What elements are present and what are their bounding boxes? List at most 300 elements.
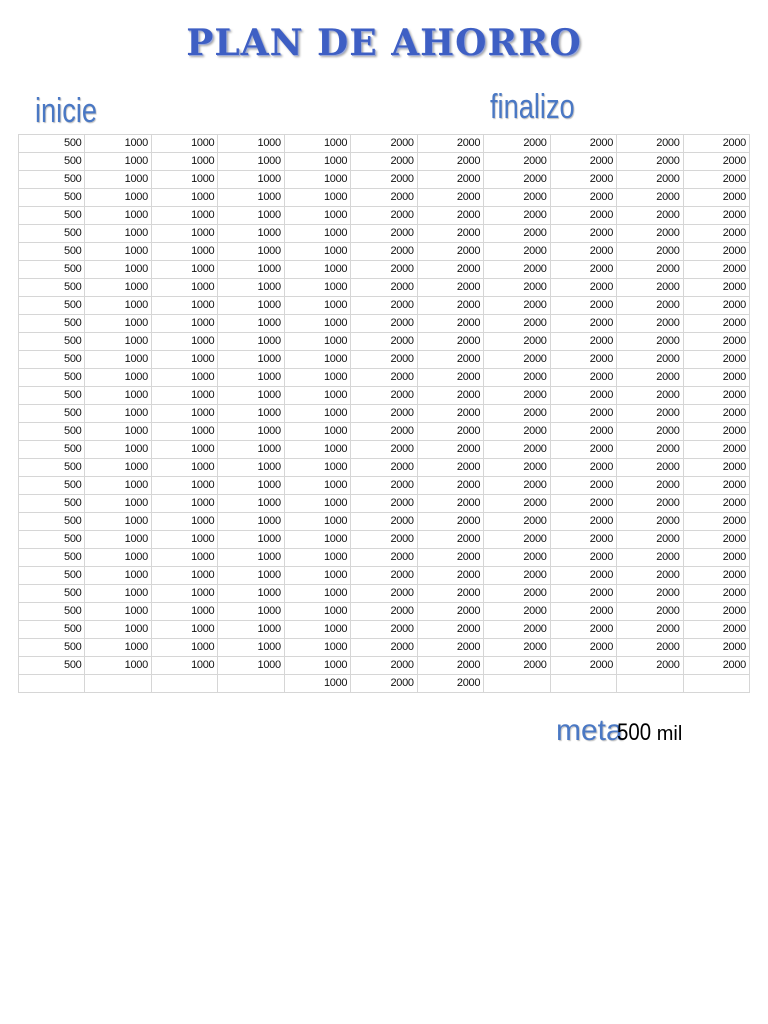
table-row (19, 495, 750, 513)
table-row (19, 405, 750, 423)
table-cell: 2000 (550, 621, 616, 639)
table-cell: 2000 (683, 297, 749, 315)
table-cell: 1000 (85, 567, 151, 585)
table-cell: 2000 (417, 657, 483, 675)
table-cell: 1000 (218, 369, 284, 387)
table-cell: 500 (19, 279, 85, 297)
table-cell: 1000 (284, 135, 350, 153)
table-row (19, 441, 750, 459)
table-cell: 2000 (417, 405, 483, 423)
table-row (19, 585, 750, 603)
table-cell: 2000 (484, 369, 550, 387)
table-cell: 1000 (85, 459, 151, 477)
table-cell: 1000 (218, 387, 284, 405)
table-row (19, 171, 750, 189)
table-cell: 1000 (85, 135, 151, 153)
table-cell: 500 (19, 603, 85, 621)
table-cell: 500 (19, 207, 85, 225)
table-cell: 1000 (151, 495, 217, 513)
table-cell: 500 (19, 405, 85, 423)
table-cell: 2000 (550, 333, 616, 351)
table-row (19, 153, 750, 171)
table-row (19, 567, 750, 585)
table-cell: 2000 (351, 549, 417, 567)
table-cell: 2000 (484, 261, 550, 279)
table-cell: 2000 (617, 207, 683, 225)
table-cell: 2000 (417, 423, 483, 441)
table-cell: 2000 (683, 603, 749, 621)
table-cell: 2000 (617, 297, 683, 315)
table-cell: 1000 (218, 477, 284, 495)
table-cell: 2000 (417, 333, 483, 351)
table-cell: 2000 (351, 477, 417, 495)
table-cell: 2000 (617, 369, 683, 387)
table-cell: 1000 (284, 513, 350, 531)
table-cell: 2000 (417, 585, 483, 603)
table-cell: 2000 (484, 153, 550, 171)
table-cell: 1000 (151, 639, 217, 657)
table-cell (218, 675, 284, 693)
table-cell: 1000 (85, 495, 151, 513)
table-cell: 500 (19, 387, 85, 405)
table-cell: 2000 (617, 243, 683, 261)
table-cell: 1000 (151, 171, 217, 189)
table-cell: 1000 (284, 189, 350, 207)
table-cell: 2000 (417, 531, 483, 549)
table-row (19, 657, 750, 675)
table-cell: 2000 (484, 387, 550, 405)
table-cell: 1000 (218, 441, 284, 459)
table-cell: 2000 (484, 171, 550, 189)
table-cell: 500 (19, 171, 85, 189)
table-cell: 1000 (218, 549, 284, 567)
table-cell: 2000 (484, 621, 550, 639)
table-row (19, 513, 750, 531)
table-cell: 1000 (284, 639, 350, 657)
table-cell: 2000 (683, 441, 749, 459)
table-cell: 2000 (617, 603, 683, 621)
table-row (19, 279, 750, 297)
table-cell: 2000 (550, 423, 616, 441)
table-cell: 500 (19, 423, 85, 441)
table-cell: 1000 (218, 495, 284, 513)
table-cell: 1000 (85, 621, 151, 639)
table-cell: 2000 (617, 477, 683, 495)
table-cell: 1000 (218, 657, 284, 675)
table-cell: 2000 (351, 207, 417, 225)
table-row (19, 351, 750, 369)
table-cell: 2000 (683, 423, 749, 441)
table-cell: 2000 (683, 531, 749, 549)
table-cell: 1000 (85, 279, 151, 297)
table-cell: 500 (19, 477, 85, 495)
table-cell: 2000 (484, 207, 550, 225)
table-cell: 2000 (417, 225, 483, 243)
table-cell: 1000 (284, 315, 350, 333)
table-cell: 1000 (85, 531, 151, 549)
table-cell: 1000 (284, 387, 350, 405)
goal-amount: 500 (616, 719, 651, 746)
table-row (19, 261, 750, 279)
table-cell: 2000 (417, 603, 483, 621)
table-cell: 2000 (417, 513, 483, 531)
table-cell: 2000 (484, 333, 550, 351)
table-cell: 1000 (218, 153, 284, 171)
table-row (19, 189, 750, 207)
table-cell: 2000 (550, 477, 616, 495)
table-cell: 1000 (151, 243, 217, 261)
table-cell: 2000 (550, 405, 616, 423)
table-cell: 2000 (550, 171, 616, 189)
table-cell: 1000 (284, 495, 350, 513)
table-cell: 2000 (683, 387, 749, 405)
table-cell: 2000 (683, 657, 749, 675)
table-cell: 1000 (85, 171, 151, 189)
table-cell: 1000 (85, 315, 151, 333)
table-cell: 2000 (417, 153, 483, 171)
table-cell: 1000 (151, 387, 217, 405)
table-cell: 1000 (218, 405, 284, 423)
table-cell: 1000 (284, 351, 350, 369)
table-cell: 2000 (484, 189, 550, 207)
table-cell: 1000 (151, 189, 217, 207)
table-cell: 1000 (151, 477, 217, 495)
table-cell: 1000 (85, 405, 151, 423)
table-cell: 1000 (85, 243, 151, 261)
table-cell: 2000 (683, 207, 749, 225)
table-cell: 2000 (484, 477, 550, 495)
table-cell: 2000 (484, 135, 550, 153)
table-cell: 2000 (484, 567, 550, 585)
table-cell: 2000 (550, 207, 616, 225)
table-cell: 1000 (218, 459, 284, 477)
table-cell: 500 (19, 135, 85, 153)
table-cell: 1000 (218, 531, 284, 549)
table-cell: 1000 (151, 585, 217, 603)
table-row (19, 549, 750, 567)
table-cell: 2000 (417, 351, 483, 369)
table-cell: 1000 (151, 207, 217, 225)
table-cell: 2000 (683, 549, 749, 567)
table-cell: 2000 (351, 315, 417, 333)
table-cell: 2000 (617, 531, 683, 549)
table-cell: 2000 (351, 261, 417, 279)
table-cell: 2000 (683, 459, 749, 477)
table-cell: 2000 (683, 477, 749, 495)
table-cell: 2000 (683, 279, 749, 297)
table-cell: 2000 (351, 297, 417, 315)
table-cell: 2000 (617, 459, 683, 477)
table-cell: 2000 (550, 135, 616, 153)
table-cell: 1000 (85, 225, 151, 243)
table-cell: 1000 (218, 279, 284, 297)
table-cell: 500 (19, 333, 85, 351)
table-cell: 2000 (351, 675, 417, 693)
table-row (19, 135, 750, 153)
table-cell: 1000 (218, 513, 284, 531)
table-row (19, 531, 750, 549)
table-cell: 2000 (550, 549, 616, 567)
table-cell: 2000 (417, 189, 483, 207)
table-cell: 1000 (85, 423, 151, 441)
table-cell: 1000 (85, 297, 151, 315)
table-cell: 2000 (351, 567, 417, 585)
table-cell: 2000 (484, 585, 550, 603)
table-cell: 2000 (351, 621, 417, 639)
table-cell: 2000 (351, 279, 417, 297)
table-cell: 1000 (284, 207, 350, 225)
table-cell: 2000 (417, 297, 483, 315)
table-cell: 1000 (85, 153, 151, 171)
table-cell: 2000 (484, 549, 550, 567)
table-cell (617, 675, 683, 693)
table-cell: 1000 (151, 513, 217, 531)
table-cell: 2000 (550, 351, 616, 369)
table-cell: 1000 (284, 675, 350, 693)
table-cell: 1000 (151, 549, 217, 567)
table-cell: 2000 (351, 639, 417, 657)
table-cell: 2000 (617, 189, 683, 207)
table-cell (484, 675, 550, 693)
table-cell: 2000 (484, 423, 550, 441)
table-cell: 1000 (151, 441, 217, 459)
table-cell: 2000 (683, 567, 749, 585)
table-cell: 1000 (284, 405, 350, 423)
table-cell: 2000 (484, 513, 550, 531)
table-cell: 1000 (151, 297, 217, 315)
table-cell: 1000 (218, 189, 284, 207)
table-cell: 2000 (617, 513, 683, 531)
table-cell: 1000 (218, 243, 284, 261)
table-cell: 1000 (218, 135, 284, 153)
table-cell: 2000 (484, 531, 550, 549)
table-cell: 2000 (351, 585, 417, 603)
table-cell: 1000 (151, 621, 217, 639)
table-cell: 500 (19, 369, 85, 387)
table-cell: 1000 (284, 549, 350, 567)
table-cell: 2000 (351, 171, 417, 189)
table-cell: 2000 (484, 315, 550, 333)
table-cell: 1000 (284, 477, 350, 495)
table-cell: 2000 (683, 135, 749, 153)
table-cell: 2000 (683, 153, 749, 171)
table-cell: 2000 (550, 657, 616, 675)
table-cell: 2000 (683, 495, 749, 513)
table-cell: 2000 (417, 243, 483, 261)
table-cell: 2000 (351, 531, 417, 549)
table-cell: 2000 (683, 261, 749, 279)
table-cell: 1000 (284, 423, 350, 441)
table-cell: 2000 (417, 171, 483, 189)
table-cell: 2000 (484, 279, 550, 297)
table-cell: 1000 (151, 333, 217, 351)
table-cell: 1000 (85, 657, 151, 675)
table-cell: 2000 (617, 333, 683, 351)
table-cell: 2000 (683, 621, 749, 639)
table-cell: 1000 (85, 351, 151, 369)
table-cell: 2000 (417, 459, 483, 477)
table-cell: 2000 (683, 315, 749, 333)
table-cell: 500 (19, 549, 85, 567)
table-cell: 1000 (284, 531, 350, 549)
table-cell: 2000 (550, 243, 616, 261)
savings-table (18, 134, 750, 693)
table-cell (683, 675, 749, 693)
table-cell: 2000 (683, 243, 749, 261)
table-cell: 2000 (550, 225, 616, 243)
page-title: PLAN DE AHORRO (186, 22, 582, 64)
table-cell: 1000 (218, 351, 284, 369)
table-cell: 500 (19, 459, 85, 477)
table-cell: 2000 (617, 423, 683, 441)
table-cell: 2000 (550, 495, 616, 513)
table-cell: 2000 (351, 369, 417, 387)
table-cell: 1000 (85, 549, 151, 567)
table-cell: 500 (19, 153, 85, 171)
table-cell: 2000 (617, 279, 683, 297)
table-cell: 2000 (683, 351, 749, 369)
table-cell: 2000 (550, 585, 616, 603)
table-cell: 500 (19, 621, 85, 639)
table-cell: 2000 (351, 243, 417, 261)
table-cell: 2000 (484, 603, 550, 621)
table-row (19, 225, 750, 243)
table-row (19, 369, 750, 387)
table-cell: 1000 (151, 531, 217, 549)
table-cell: 1000 (284, 621, 350, 639)
table-cell: 2000 (484, 225, 550, 243)
table-cell: 2000 (417, 315, 483, 333)
table-cell: 2000 (683, 513, 749, 531)
table-cell: 500 (19, 189, 85, 207)
table-cell: 2000 (550, 153, 616, 171)
table-cell: 2000 (417, 567, 483, 585)
table-cell: 1000 (151, 225, 217, 243)
table-cell: 1000 (284, 333, 350, 351)
table-cell: 1000 (85, 387, 151, 405)
table-cell: 1000 (151, 369, 217, 387)
table-cell: 1000 (218, 567, 284, 585)
table-cell: 1000 (151, 603, 217, 621)
table-cell: 1000 (151, 405, 217, 423)
table-cell: 2000 (550, 297, 616, 315)
table-cell: 2000 (351, 189, 417, 207)
table-cell: 1000 (284, 441, 350, 459)
table-cell: 2000 (550, 369, 616, 387)
table-cell: 1000 (151, 315, 217, 333)
table-cell: 1000 (284, 279, 350, 297)
table-cell: 1000 (218, 261, 284, 279)
table-cell: 1000 (151, 351, 217, 369)
table-row (19, 477, 750, 495)
goal-text (556, 714, 682, 748)
table-cell: 1000 (284, 153, 350, 171)
table-cell: 2000 (417, 135, 483, 153)
table-cell: 500 (19, 315, 85, 333)
table-cell: 500 (19, 639, 85, 657)
table-cell: 2000 (484, 495, 550, 513)
table-cell: 2000 (617, 153, 683, 171)
table-row (19, 243, 750, 261)
table-cell: 1000 (151, 459, 217, 477)
table-cell: 2000 (683, 333, 749, 351)
table-cell: 2000 (683, 405, 749, 423)
table-cell (19, 675, 85, 693)
table-cell: 1000 (85, 477, 151, 495)
table-cell: 2000 (351, 603, 417, 621)
table-cell: 2000 (351, 405, 417, 423)
table-cell: 2000 (617, 405, 683, 423)
table-cell: 1000 (218, 585, 284, 603)
table-cell: 1000 (284, 171, 350, 189)
goal-word: meta (556, 714, 623, 747)
table-cell: 500 (19, 225, 85, 243)
table-cell: 2000 (683, 225, 749, 243)
table-cell: 2000 (617, 225, 683, 243)
table-cell: 2000 (417, 441, 483, 459)
table-cell: 1000 (284, 225, 350, 243)
table-cell: 2000 (417, 279, 483, 297)
table-cell: 1000 (284, 567, 350, 585)
table-cell: 2000 (683, 639, 749, 657)
table-cell: 2000 (617, 261, 683, 279)
table-cell: 1000 (218, 621, 284, 639)
table-cell: 2000 (417, 621, 483, 639)
table-cell: 2000 (550, 261, 616, 279)
table-row (19, 603, 750, 621)
table-row (19, 639, 750, 657)
table-cell: 1000 (151, 423, 217, 441)
table-cell: 500 (19, 531, 85, 549)
table-row (19, 423, 750, 441)
table-cell: 1000 (85, 261, 151, 279)
table-cell: 1000 (218, 333, 284, 351)
table-row (19, 297, 750, 315)
table-cell: 2000 (351, 459, 417, 477)
table-row (19, 621, 750, 639)
table-cell: 500 (19, 441, 85, 459)
table-cell (550, 675, 616, 693)
table-cell: 1000 (284, 369, 350, 387)
table-cell: 1000 (85, 441, 151, 459)
table-cell: 2000 (617, 585, 683, 603)
table-cell: 1000 (284, 261, 350, 279)
table-cell: 2000 (617, 639, 683, 657)
table-cell: 2000 (484, 243, 550, 261)
table-cell: 1000 (85, 639, 151, 657)
table-cell: 1000 (151, 153, 217, 171)
table-cell: 2000 (550, 459, 616, 477)
table-cell: 1000 (284, 459, 350, 477)
table-cell: 2000 (417, 495, 483, 513)
table-cell: 1000 (151, 135, 217, 153)
table-cell: 2000 (550, 279, 616, 297)
table-row (19, 333, 750, 351)
table-cell: 1000 (151, 279, 217, 297)
table-cell: 2000 (550, 639, 616, 657)
table-cell: 2000 (484, 657, 550, 675)
table-cell: 1000 (85, 189, 151, 207)
table-cell: 1000 (85, 333, 151, 351)
table-cell: 1000 (284, 243, 350, 261)
table-cell: 2000 (550, 441, 616, 459)
table-cell: 2000 (683, 189, 749, 207)
table-row (19, 459, 750, 477)
table-cell: 2000 (417, 639, 483, 657)
table-cell: 2000 (351, 423, 417, 441)
table-cell: 2000 (550, 387, 616, 405)
table-cell: 2000 (351, 153, 417, 171)
